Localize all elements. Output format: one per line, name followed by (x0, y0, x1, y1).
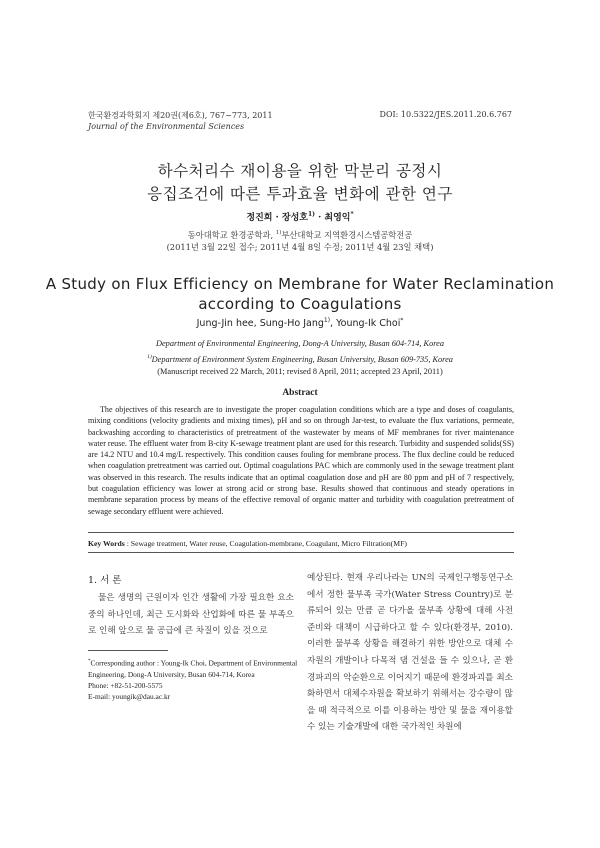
english-author-names: Jung-Jin hee, Sung-Ho Jang (196, 318, 324, 330)
footnote-marker: * (88, 659, 91, 664)
english-affiliation-2: Department of Environment System Engineering, Busan University, Busan 609-735, Korea (151, 354, 453, 364)
footnote-phone: Phone: +82-51-200-5575 (88, 680, 163, 690)
english-title-line-2: according to Coagulations (198, 295, 402, 313)
korean-author-sup-2: * (350, 211, 354, 218)
section-heading-introduction: 1. 서 론 (88, 575, 122, 586)
footnote-email: E-mail: youngik@dau.ac.kr (88, 692, 171, 702)
footnote-author: Corresponding author : Young-Ik Choi, Department of Environmental Engineering, Dong-A University, Busan 604-714, Korea (88, 658, 298, 679)
korean-author-sup-1: 1) (307, 211, 315, 218)
keywords-rule-bottom (88, 552, 514, 553)
keywords (88, 539, 407, 548)
intro-text-left-column: 물은 생명의 근원이자 인간 생활에 가장 필요한 요소 중의 하나인데, 최근 도시화와 산업화에 따른 물 부족으로 인해 앞으로 물 공급에 큰 차질이 있을 것으로 (88, 593, 294, 637)
keywords-text: : Sewage treatment, Water reuse, Coagulation-membrane, Coagulant, Micro Filtration(MF) (124, 539, 407, 548)
keywords-label: Key Words (88, 539, 125, 548)
korean-author-names: 정진희 · 장성호 (246, 213, 308, 223)
english-authors (0, 317, 600, 329)
korean-author-corresponding: · 최영익 (314, 213, 351, 223)
korean-title (0, 160, 600, 206)
intro-text-right-column: 예상된다. 현재 우리나라는 UN의 국제인구행동연구소에서 정한 물부족 국가(Water Stress Country)로 분류되어 있는 만큼 곧 다가올 물부족 상황에 대해 사전 준비와 대책이 시급하다고 할 수 있다(환경부, 2010). 이러한 물부족 상황을 해결하기 위한 방안으로 대체 수자원의 개발이나 다목적 댐 건설을 들 수 있으나, 곧 환경파괴의 악순환으로 이어지기 때문에 환경파괴를 최소화하면서 대체수자원을 확보하기 위해서는 강수량이 많을 때 적극적으로 이를 이용하는 방안 및 물을 재이용할 수 있는 기술개발에 대한 국가적인 차원에 (307, 573, 513, 733)
korean-title-line-2: 응집조건에 따른 투과효율 변화에 관한 연구 (147, 185, 453, 203)
english-author-sup-2: * (400, 317, 404, 324)
english-author-sup-1: 1) (323, 317, 331, 324)
korean-affiliation-2: 부산대학교 지역환경시스템공학전공 (281, 229, 413, 240)
korean-affiliation-sup: 1) (275, 230, 282, 236)
korean-affiliation (0, 227, 600, 253)
doi-label: DOI: 10.5322/JES.2011.20.6.767 (379, 110, 512, 119)
abstract-heading: Abstract (282, 388, 318, 398)
korean-title-line-1: 하수처리수 재이용을 위한 막분리 공정시 (157, 162, 443, 180)
corresponding-author-footnote (88, 656, 298, 702)
korean-dates: (2011년 3월 22일 접수; 2011년 4월 8일 수정; 2011년 4월 23일 채택) (166, 241, 434, 252)
korean-authors (0, 210, 600, 223)
english-title-line-1: A Study on Flux Efficiency on Membrane for Water Reclamination (45, 275, 555, 293)
journal-header (88, 110, 273, 132)
footnote-rule (88, 650, 168, 651)
manuscript-dates: (Manuscript received 22 March, 2011; revised 8 April, 2011; accepted 23 April, 2011) (157, 366, 443, 376)
english-affiliation-1: Department of Environmental Engineering, Dong-A University, Busan 604-714, Korea (156, 339, 444, 348)
english-affiliation (0, 338, 600, 378)
english-title (0, 274, 600, 314)
english-author-corresponding: , Young-Ik Choi (330, 318, 401, 330)
keywords-rule-top (88, 532, 514, 533)
english-affiliation-sup: 1) (147, 353, 152, 360)
journal-name-en: Journal of the Environmental Sciences (88, 122, 245, 131)
abstract-text: The objectives of this research are to investigate the proper coagulation conditions which are a type and doses of coagulants, mixing conditions (velocity gradients and mixing times), pH and so on through Jar-test, to evaluate the flux variations, permeate, backwashing according to characteristics of pretreatment of the wastewater by means of MF membranes for river maintenance water reuse. The effluent water from B-city K-sewage treatment plant are used for this research. Turbidity and suspended solids(SS) are 14.2 NTU and 10.4 mg/L respectively. This condition causes fouling for membrane process. The flux decline could be reduced when coagulation pretreatment was carried out. Optimal coagulations PAC which are commonly used in the sewage treatment plant was observed in this research. The results indicate that an optimal coagulation dose and pH are 80 ppm and pH of 7 respectively, but coagulation efficiency was lower at strong acid or strong base. Results showed that continuous and steady operations in membrane separation process by means of the effective removal of organic matter and turbidity with coagulation pretreatment of sewage secondary effluent were achieved. (88, 405, 514, 516)
korean-affiliation-1: 동아대학교 환경공학과, (187, 229, 276, 240)
journal-name-kr: 한국환경과학회지 제20권(제6호), 767~773, 2011 (88, 111, 273, 120)
